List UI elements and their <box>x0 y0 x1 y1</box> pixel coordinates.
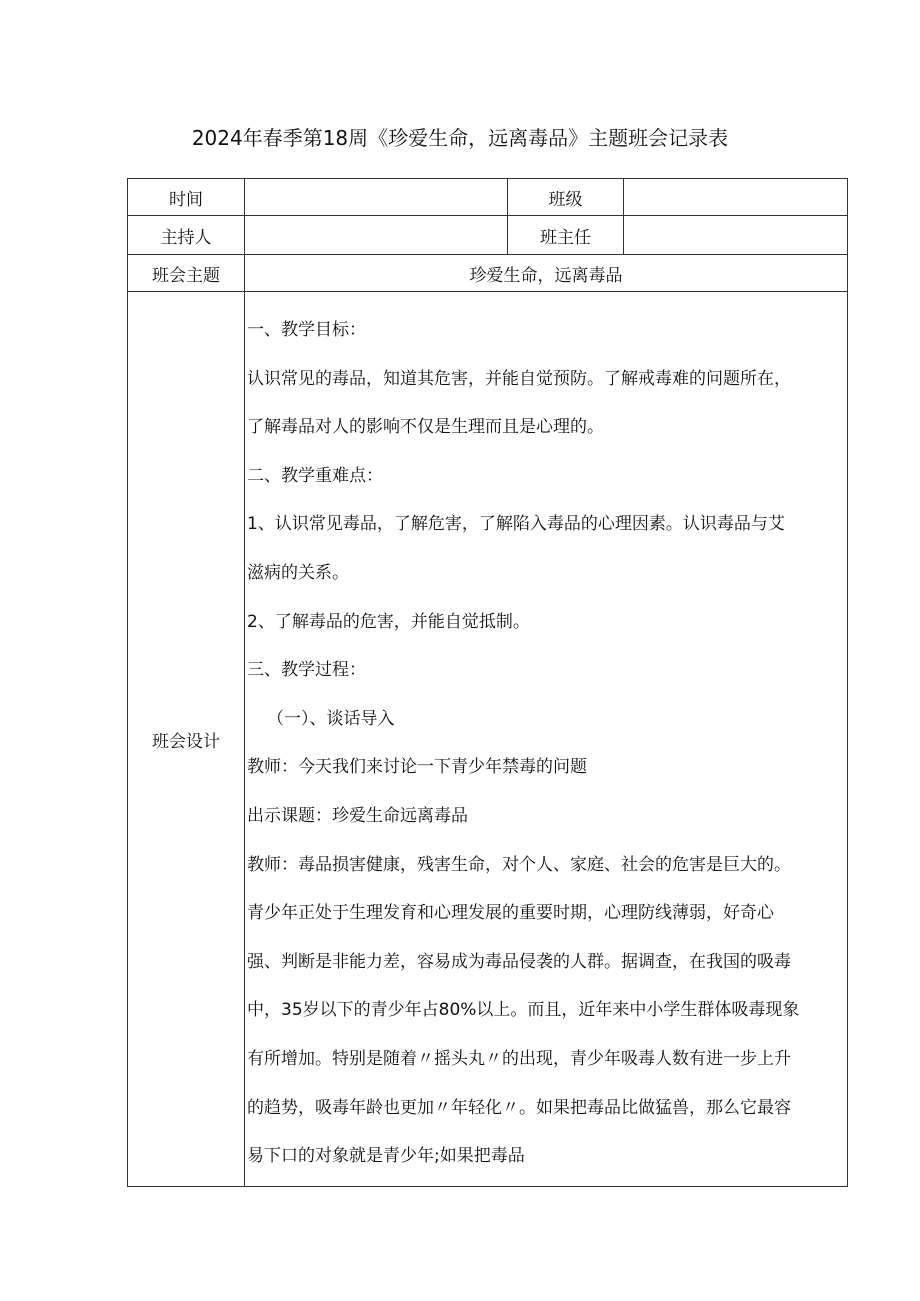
class-value[interactable] <box>624 179 848 216</box>
design-line: 认识常见的毒品，知道其危害，并能自觉预防。了解戒毒难的问题所在， <box>247 368 791 389</box>
design-line: 滋病的关系。 <box>247 562 349 583</box>
row-design <box>128 292 848 1187</box>
design-line: （一）、谈话导入 <box>267 708 395 729</box>
design-line: 中，35岁以下的青少年占80%以上。而且，近年来中小学生群体吸毒现象 <box>247 1000 800 1021</box>
teacher-value[interactable] <box>624 216 848 255</box>
design-line: 了解毒品对人的影响不仅是生理而且是心理的。 <box>247 417 604 438</box>
class-label: 班级 <box>508 179 624 216</box>
design-line: 1、认识常见毒品，了解危害，了解陷入毒品的心理因素。认识毒品与艾 <box>247 514 785 535</box>
design-line: 教师：今天我们来讨论一下青少年禁毒的问题 <box>247 757 587 778</box>
host-label: 主持人 <box>128 216 245 255</box>
row-theme <box>128 255 848 292</box>
design-label: 班会设计 <box>128 292 245 1187</box>
row-time-class <box>128 179 848 216</box>
design-line: 三、教学过程： <box>247 660 366 681</box>
design-content <box>245 292 848 1187</box>
design-line: 强、判断是非能力差，容易成为毒品侵袭的人群。据调查，在我国的吸毒 <box>247 951 791 972</box>
design-line: 有所增加。特别是随着〃摇头丸〃的出现，青少年吸毒人数有进一步上升 <box>247 1048 791 1069</box>
design-line: 2、了解毒品的危害，并能自觉抵制。 <box>247 611 530 632</box>
theme-label: 班会主题 <box>128 255 245 292</box>
record-table <box>127 178 848 1187</box>
design-line: 二、教学重难点： <box>247 465 383 486</box>
design-line: 易下口的对象就是青少年;如果把毒品 <box>247 1146 525 1167</box>
design-line: 教师：毒品损害健康，残害生命，对个人、家庭、社会的危害是巨大的。 <box>247 854 791 875</box>
theme-value: 珍爱生命，远离毒品 <box>245 255 848 292</box>
design-line: 一、教学目标： <box>247 320 366 340</box>
time-value[interactable] <box>245 179 508 216</box>
host-value[interactable] <box>245 216 508 255</box>
row-host-teacher <box>128 216 848 255</box>
document-title: 2024年春季第18周《珍爱生命，远离毒品》主题班会记录表 <box>191 126 729 150</box>
teacher-label: 班主任 <box>508 216 624 255</box>
design-line: 出示课题：珍爱生命远离毒品 <box>247 805 468 826</box>
design-line: 的趋势，吸毒年龄也更加〃年轻化〃。如果把毒品比做猛兽，那么它最容 <box>247 1097 791 1118</box>
design-line: 青少年正处于生理发育和心理发展的重要时期，心理防线薄弱，好奇心 <box>247 903 774 924</box>
time-label: 时间 <box>128 179 245 216</box>
